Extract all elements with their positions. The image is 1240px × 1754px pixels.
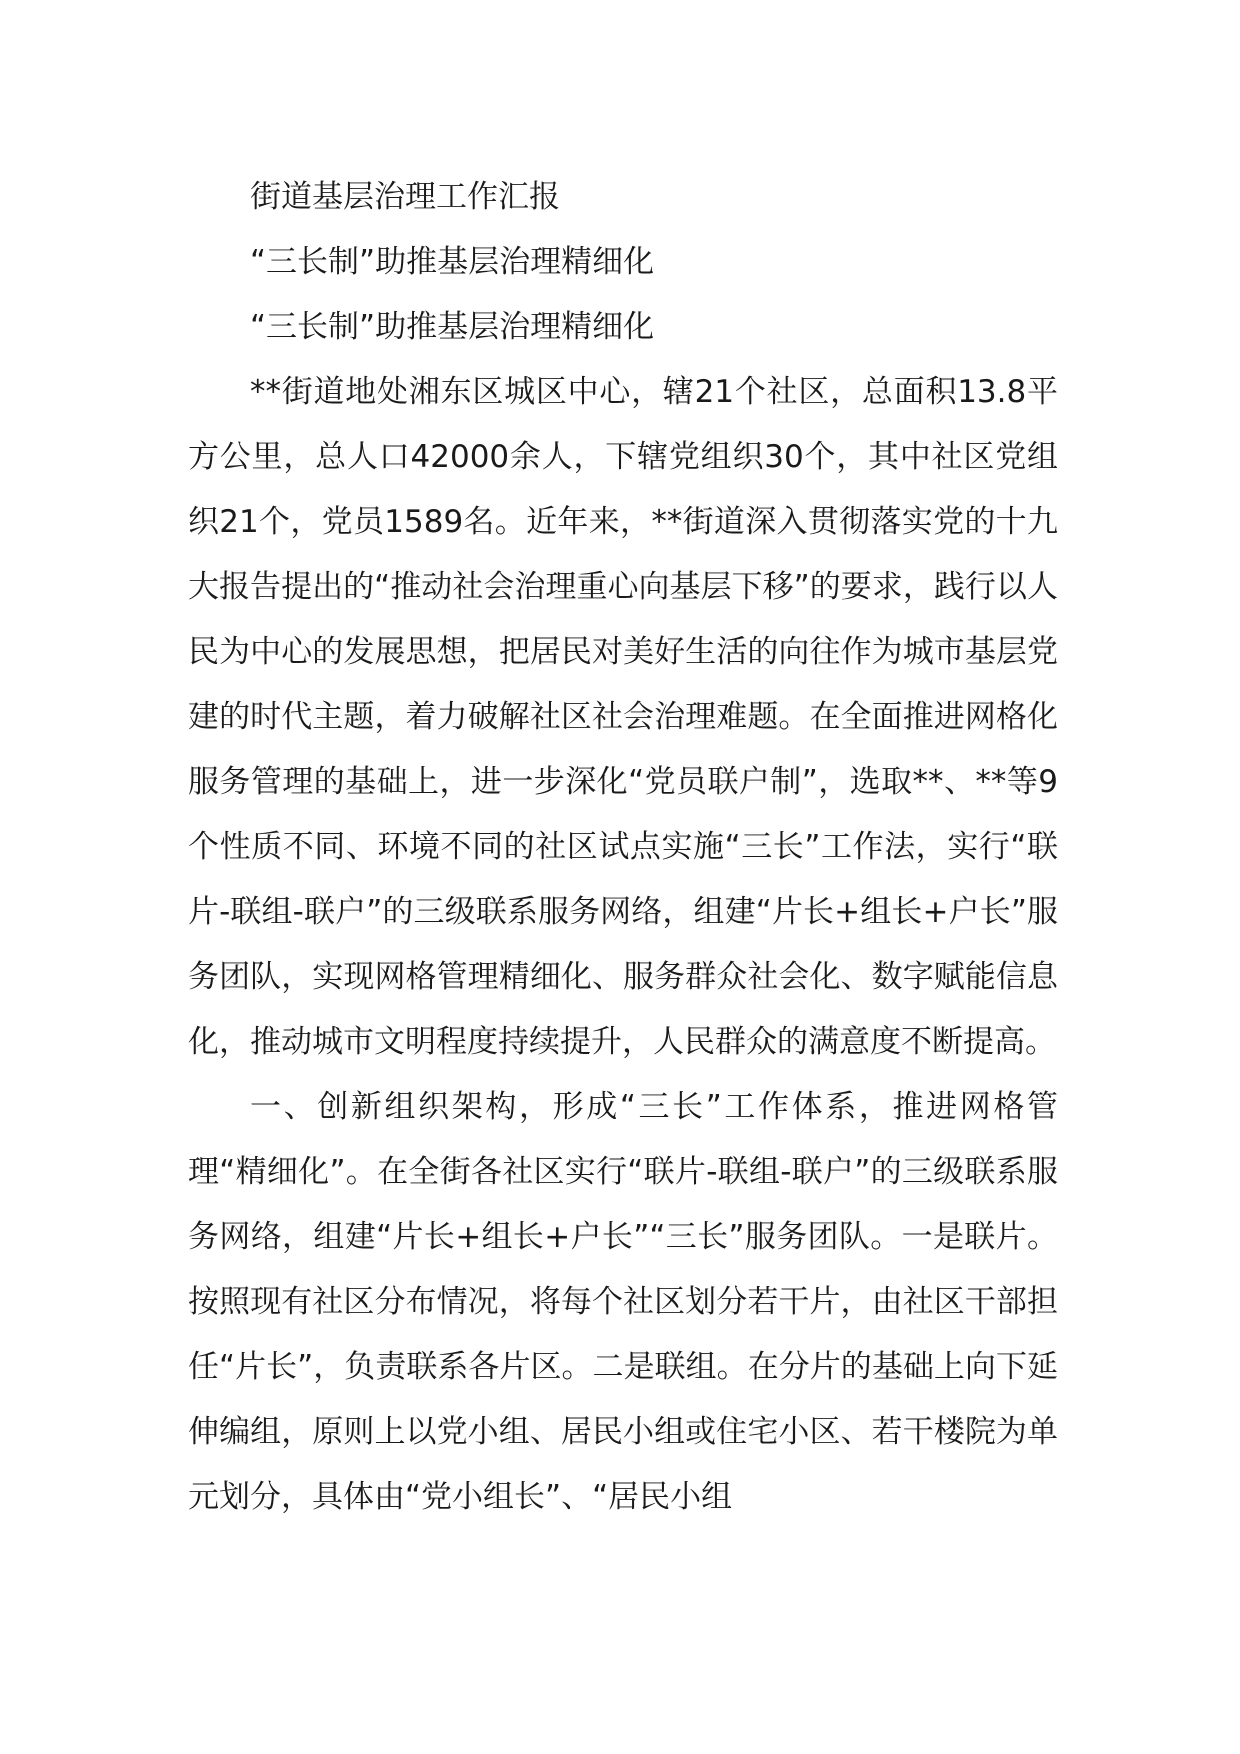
document-page [188,165,1058,1530]
body-paragraph-section-one: 一、创新组织架构，形成“三长”工作体系，推进网格管理“精细化”。在全街各社区实行“联片-联组-联户”的三级联系服务网络，组建“片长+组长+户长”“三长”服务团队。一是联片。按照现有社区分布情况，将每个社区划分若干片，由社区干部担任“片长”，负责联系各片区。二是联组。在分片的基础上向下延伸编组，原则上以党小组、居民小组或住宅小区、若干楼院为单元划分，具体由“党小组长”、“居民小组 [188,1089,1058,1515]
document-subtitle: “三长制”助推基层治理精细化 [250,244,655,280]
body-paragraph-intro: **街道地处湘东区城区中心，辖21个社区，总面积13.8平方公里，总人口42000余人，下辖党组织30个，其中社区党组织21个，党员1589名。近年来，**街道深入贯彻落实党的十九大报告提出的“推动社会治理重心向基层下移”的要求，践行以人民为中心的发展思想，把居民对美好生活的向往作为城市基层党建的时代主题，着力破解社区社会治理难题。在全面推进网格化服务管理的基础上，进一步深化“党员联户制”，选取**、**等9个性质不同、环境不同的社区试点实施“三长”工作法，实行“联片-联组-联户”的三级联系服务网络，组建“片长+组长+户长”服务团队，实现网格管理精细化、服务群众社会化、数字赋能信息化，推动城市文明程度持续提升，人民群众的满意度不断提高。 [188,374,1058,1060]
document-heading: 街道基层治理工作汇报 [250,179,560,215]
document-subtitle-repeat: “三长制”助推基层治理精细化 [250,309,655,345]
